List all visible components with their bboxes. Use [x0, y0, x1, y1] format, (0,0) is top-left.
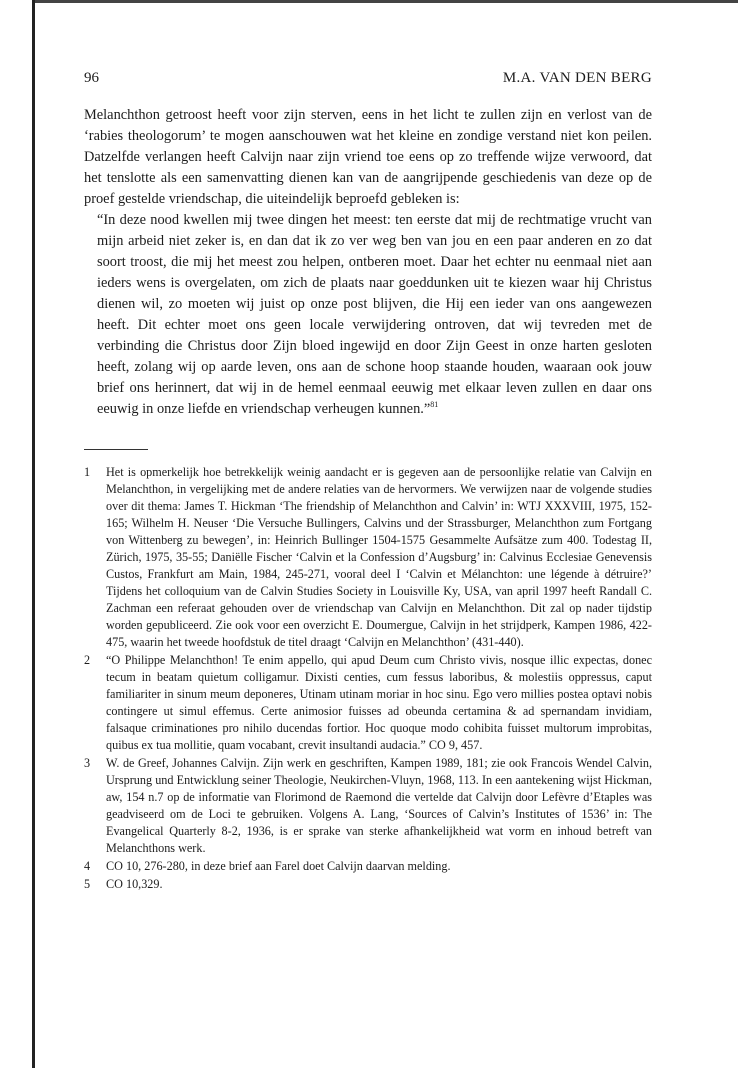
footnote-separator — [84, 449, 148, 450]
book-page — [84, 70, 652, 894]
footnote-text: W. de Greef, Johannes Calvijn. Zijn werk en geschriften, Kampen 1989, 181; zie ook Francois Wendel Calvin, Ursprung und Entwicklung seiner Theologie, Neukirchen-Vluyn, 1968, 113. In een aantekening wijst Hickman, aw, 154 n.7 op de informatie van Florimond de Raemond die vertelde dat Calvijn door Lefèvre d’Etaples was geadviseerd om de Loci te gebruiken. Volgens A. Lang, ‘Sources of Calvin’s Institutes of 1536’ in: The Evangelical Quarterly 8-2, 1936, is er sprake van sterke afhankelijkheid wat vorm en inhoud betreft van Melanchthons werk. — [106, 756, 652, 855]
footnote-text: CO 10,329. — [106, 877, 163, 891]
footnotes — [84, 464, 652, 893]
scan-border-left — [32, 0, 35, 1068]
footnote-text: “O Philippe Melanchthon! Te enim appello, qui apud Deum cum Christo vivis, nosque illic expectas, donec tecum in beatam quietum colligamur. Dixisti centies, cum fessus laboribus, & molestiis oppressus, caput familiariter in sinum meum deponeres, Utinam utinam moriar in hoc sinu. Ego vero millies postea optavi nobis contingere ut simul effemus. Certe animosior fuisses ad obeunda certamina & ad spernandam invidiam, falsaque criminationes pro nihilo ducendas fortior. Hoc quoque modo cohibita fuisset multorum improbitas, quibus ex tua mollitie, quam vocabant, crevit insultandi audacia.” CO 9, 457. — [106, 653, 652, 752]
footnote-text: CO 10, 276-280, in deze brief aan Farel doet Calvijn daarvan melding. — [106, 859, 451, 873]
running-head: M.A. VAN DEN BERG — [502, 70, 652, 86]
footnote-number: 1 — [84, 465, 91, 479]
block-quote — [97, 210, 652, 420]
scan-border-top — [32, 0, 738, 3]
page-header — [84, 70, 652, 87]
body-paragraph: Melanchthon getroost heeft voor zijn sterven, eens in het licht te zullen zijn en verlost van de ‘rabies theologorum’ te mogen aanschouwen wat het kleine en zondige verstand niet kon peilen. Datzelfde verlangen heeft Calvijn naar zijn vriend toe eens op zo treffende wijze verwoord, dat het tenslotte als een samenvatting dienen kan van de aangrijpende geschiedenis van deze op de proef gestelde vriendschap, die uiteindelijk beproefd gebleken is: — [84, 107, 652, 207]
footnote — [84, 464, 652, 651]
quote-text: “In deze nood kwellen mij twee dingen het meest: ten eerste dat mij de rechtmatige vrucht van mijn arbeid niet zeker is, en dan dat ik zo ver weg ben van jou en een paar anderen en zo dat soort troost, die mij het meest zou helpen, ontberen moet. Daar het echter nu eenmaal niet aan ieders wens is overgelaten, om zich de plaats naar goeddunken uit te kiezen waar hij Christus dienen wil, zo moeten wij juist op onze post blijven, die Hij een ieder van ons aangewezen heeft. Dit echter moet ons geen locale verwijdering ontroven, dat wij tevreden met de verbinding die Christus door Zijn bloed ingewijd en door Zijn Geest in onze harten gesloten heeft, zolang wij op aarde leven, ons aan de schone hoop staande houden, waaraan ook jouw brief ons herinnert, dat wij in de hemel eenmaal eeuwig met elkaar leven zullen en daar ons eeuwig in onze liefde en vriendschap verheugen kunnen.” — [97, 212, 652, 417]
footnote-number: 4 — [84, 859, 91, 873]
footnote-text: Het is opmerkelijk hoe betrekkelijk weinig aandacht er is gegeven aan de persoonlijke relatie van Calvijn en Melanchthon, in vergelijking met de andere relaties van de hervormers. We verwijzen naar de volgende studies over dit thema: James T. Hickman ‘The friendship of Melanchthon and Calvin’ in: WTJ XXXVIII, 1975, 152-165; Wilhelm H. Neuser ‘Die Versuche Bullingers, Calvins und der Strassburger, Melanchthon zum Fortgang von Wittenberg zu bewegen’, in: Heinrich Bullinger 1504-1575 Gesammelte Aufsätze zum 400. Todestag II, Zürich, 1975, 35-55; Daniëlle Fischer ‘Calvin et la Confession d’Augsburg’ in: Calvinus Ecclesiae Genevensis Custos, Frankfurt am Main, 1984, 245-271, vooral deel I ‘Calvin et Mélanchton: une légende à détruire?’ Tijdens het colloquium van de Calvin Studies Society in Louisville Ky, USA, van april 1997 heeft Randall C. Zachman een referaat gehouden over de vriendschap van Calvijn en Melanchthon. Dit zal op nader tijdstip worden gepubliceerd. Zie ook voor een overzicht E. Doumergue, Calvijn in het strijdperk, Kampen 1986, 422-475, waarin het tweede hoofdstuk de titel draagt ‘Calvijn en Melanchthon’ (431-440). — [106, 465, 652, 649]
footnote-number: 2 — [84, 653, 91, 667]
footnote — [84, 876, 652, 893]
footnote — [84, 755, 652, 857]
page-number: 96 — [84, 70, 99, 86]
footnote-reference: 81 — [430, 400, 439, 410]
footnote-number: 5 — [84, 877, 91, 891]
footnote — [84, 652, 652, 754]
footnote-number: 3 — [84, 756, 91, 770]
footnote — [84, 858, 652, 875]
